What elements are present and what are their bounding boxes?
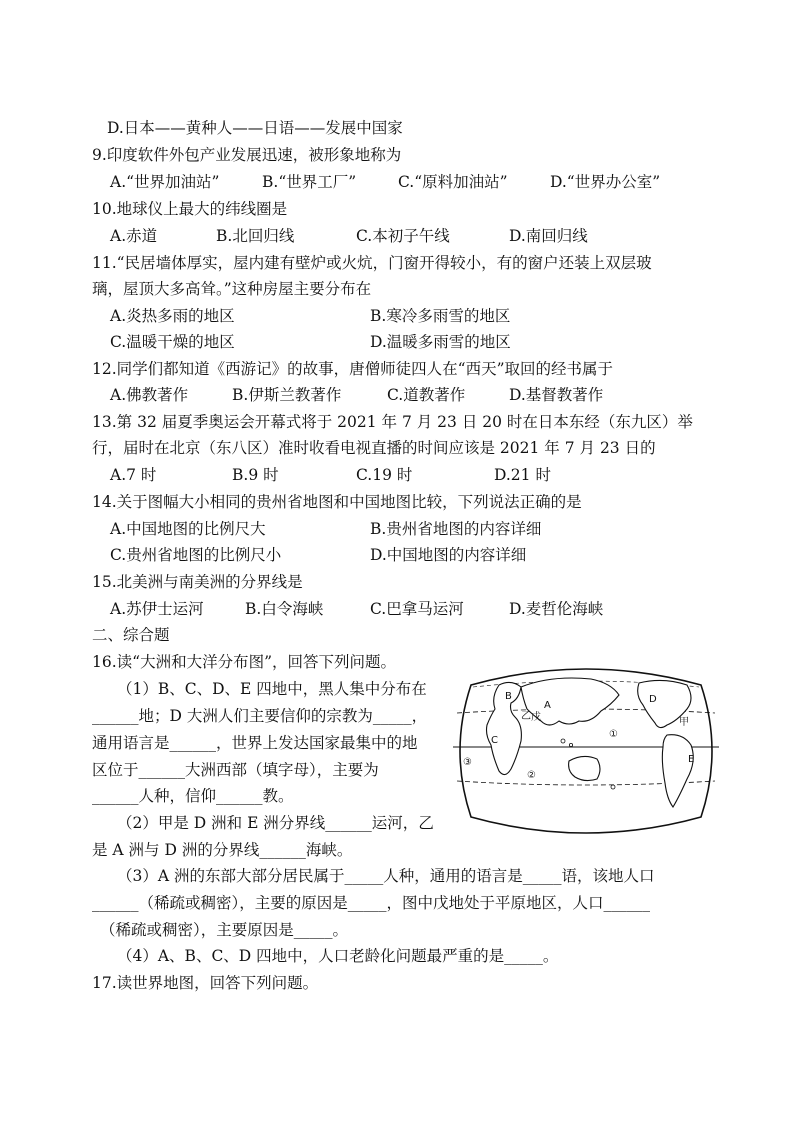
q16-part-3-line-2: ______（稀疏或稠密），主要的原因是_____，图中戊地处于平原地区，人口______: [92, 894, 651, 912]
q14-option-c: C.贵州省地图的比例尺小: [110, 546, 282, 564]
q12-option-d: D.基督教著作: [509, 386, 604, 404]
q12-option-c: C.道教著作: [387, 386, 466, 404]
section-2-heading: 二、综合题: [92, 626, 170, 644]
q15-option-c: C.巴拿马运河: [370, 600, 464, 618]
q9-option-d: D.“世界办公室”: [550, 173, 661, 191]
q14-option-a: A.中国地图的比例尺大: [110, 520, 266, 538]
question-13-line-2: 行，届时在北京（东八区）准时收看电视直播的时间应该是 2021 年 7 月 23 日的: [92, 439, 656, 457]
map-label-d: D: [649, 694, 657, 705]
question-11-line-1: 11.“民居墙体厚实，屋内建有壁炉或火炕，门窗开得较小，有的窗户还装上双层玻: [92, 254, 652, 272]
q12-option-b: B.伊斯兰教著作: [232, 386, 342, 404]
q16-part-1-line-2: ______地；D 大洲人们主要信仰的宗教为_____，: [92, 707, 428, 725]
question-16: 16.读“大洲和大洋分布图”，回答下列问题。: [92, 653, 396, 671]
q15-option-b: B.白令海峡: [245, 600, 324, 618]
option-d-previous-question: D.日本——黄种人——日语——发展中国家: [107, 119, 403, 137]
map-label-circle-2: ②: [527, 770, 536, 781]
q9-option-c: C.“原料加油站”: [398, 173, 508, 191]
q11-option-a: A.炎热多雨的地区: [110, 307, 235, 325]
q10-option-a: A.赤道: [110, 227, 158, 245]
map-label-b: B: [505, 691, 512, 702]
map-label-circle-3: ③: [463, 757, 472, 768]
q11-option-b: B.寒冷多雨雪的地区: [370, 307, 511, 325]
q10-option-c: C.本初子午线: [356, 227, 450, 245]
question-10: 10.地球仪上最大的纬线圈是: [92, 200, 288, 218]
q15-option-d: D.麦哲伦海峡: [509, 600, 604, 618]
q12-option-a: A.佛教著作: [110, 386, 189, 404]
question-12: 12.同学们都知道《西游记》的故事，唐僧师徒四人在“西天”取回的经书属于: [92, 360, 614, 378]
q11-option-d: D.温暖多雨雪的地区: [370, 333, 511, 351]
q10-option-b: B.北回归线: [216, 227, 295, 245]
question-17: 17.读世界地图，回答下列问题。: [92, 974, 319, 992]
q9-option-a: A.“世界加油站”: [110, 173, 220, 191]
map-label-circle-1: ①: [609, 729, 618, 740]
question-14: 14.关于图幅大小相同的贵州省地图和中国地图比较，下列说法正确的是: [92, 493, 582, 511]
map-label-e: E: [688, 754, 695, 765]
q14-option-b: B.贵州省地图的内容详细: [370, 520, 542, 538]
q16-part-2-line-1: （2）甲是 D 洲和 E 洲分界线______运河，乙: [117, 814, 434, 832]
question-11-line-2: 璃，屋顶大多高耸。”这种房屋主要分布在: [92, 280, 372, 298]
q16-part-3-line-1: （3）A 洲的东部大部分居民属于_____人种，通用的语言是_____语，该地人口: [117, 867, 655, 885]
q9-option-b: B.“世界工厂”: [262, 173, 357, 191]
map-label-wu: 戊: [531, 712, 541, 723]
map-label-a: A: [544, 700, 551, 711]
question-15: 15.北美洲与南美洲的分界线是: [92, 573, 303, 591]
q11-option-c: C.温暖干燥的地区: [110, 333, 235, 351]
q13-option-b: B.9 时: [232, 466, 279, 484]
q16-part-1-line-3: 通用语言是______，世界上发达国家最集中的地: [92, 734, 418, 752]
question-9: 9.印度软件外包产业发展迅速，被形象地称为: [92, 146, 402, 164]
q15-option-a: A.苏伊士运河: [110, 600, 204, 618]
q14-option-d: D.中国地图的内容详细: [370, 546, 527, 564]
continents-oceans-map: [451, 665, 721, 837]
q13-option-a: A.7 时: [110, 466, 157, 484]
q13-option-d: D.21 时: [494, 466, 551, 484]
q16-part-2-line-2: 是 A 洲与 D 洲的分界线______海峡。: [92, 841, 353, 859]
q16-part-4: （4）A、B、C、D 四地中，人口老龄化问题最严重的是_____。: [117, 947, 559, 965]
q16-part-1-line-4: 区位于______大洲西部（填字母），主要为: [92, 761, 379, 779]
q10-option-d: D.南回归线: [509, 227, 588, 245]
map-label-c: C: [491, 735, 498, 746]
world-map-svg: [451, 665, 721, 837]
q16-part-3-line-3: （稀疏或稠密），主要原因是_____。: [100, 921, 349, 939]
q16-part-1-line-1: （1）B、C、D、E 四地中，黑人集中分布在: [117, 680, 427, 698]
map-label-jia: 甲: [679, 717, 689, 728]
map-label-yi: 乙: [521, 711, 531, 722]
q16-part-1-line-5: ______人种，信仰______教。: [92, 787, 294, 805]
q13-option-c: C.19 时: [356, 466, 413, 484]
question-13-line-1: 13.第 32 届夏季奥运会开幕式将于 2021 年 7 月 23 日 20 时在日本东经（东九区）举: [92, 413, 693, 431]
